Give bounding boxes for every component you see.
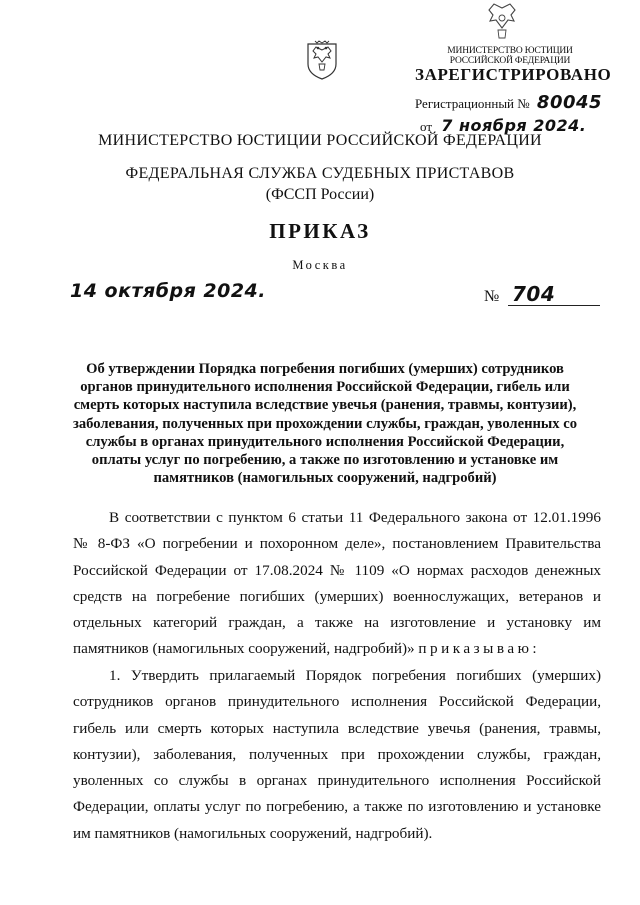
stamp-reg-label: Регистрационный № bbox=[415, 96, 530, 111]
order-heading: Об утверждении Порядка погребения погибших (умерших) сотрудников органов принудительного исполнения Российской Федерации, гибель или смерть которых наступила вследствие увечья (ранения, травмы, контузии), заболевания, полученных при прохождении службы, граждан, уволенных со службы в органах принудительного исполнения Российской Федерации, оплаты услуг по погребению, а также по изготовлению и установке им памятников (намогильных сооружений, надгробий) bbox=[72, 361, 578, 487]
stamp-reg-number: 80045 bbox=[536, 92, 603, 113]
stamp-reg-line bbox=[415, 92, 602, 113]
stamp-registered: ЗАРЕГИСТРИРОВАНО bbox=[415, 65, 612, 84]
service-abbreviation: (ФССП России) bbox=[265, 186, 375, 203]
order-number-handwritten: 704 bbox=[512, 282, 556, 306]
preamble-text: В соответствии с пунктом 6 статьи 11 Федерального закона от 12.01.1996 № 8-ФЗ «О погребении и похоронном деле», постановлением Правительства Российской Федерации от 17.08.2024 № 1109 «О нормах расходов денежных средств на погребение погибших (умерших) военнослужащих, ветеранов и отдельных категорий граждан, а также на изготовление и установку им памятников (намогильных сооружений, надгробий)» bbox=[73, 509, 601, 658]
stamp-ministry: МИНИСТЕРСТВО ЮСТИЦИИ РОССИЙСКОЙ ФЕДЕРАЦИИ bbox=[447, 46, 573, 66]
order-number-label: № bbox=[484, 288, 500, 305]
order-title: ПРИКАЗ bbox=[269, 219, 371, 243]
service-name: ФЕДЕРАЛЬНАЯ СЛУЖБА СУДЕБНЫХ ПРИСТАВОВ bbox=[125, 165, 515, 182]
paragraph-item-1: 1. Утвердить прилагаемый Порядок погребения погибших (умерших) сотрудников органов принудительного исполнения Российской Федерации, гибель или смерть которых наступила вследствие увечья (ранения, травмы, контузии), заболевания, полученных при прохождении службы, граждан, уволенных со службы в органах принудительного исполнения Российской Федерации, оплаты услуг по погребению, а также по изготовлению и установке им памятников (намогильных сооружений, надгробий). bbox=[73, 667, 601, 842]
city-name: Москва bbox=[292, 258, 348, 272]
decree-word: приказываю: bbox=[418, 640, 541, 658]
coat-of-arms-emblem bbox=[304, 38, 340, 80]
stamp-emblem bbox=[480, 2, 524, 42]
stamp-date-handwritten: 7 ноября 2024. bbox=[441, 116, 587, 135]
ministry-name: МИНИСТЕРСТВО ЮСТИЦИИ РОССИЙСКОЙ ФЕДЕРАЦИИ bbox=[98, 132, 542, 149]
paragraph-preamble bbox=[73, 505, 601, 663]
order-date-handwritten: 14 октября 2024. bbox=[70, 280, 266, 302]
stamp-date-prefix: от bbox=[420, 119, 433, 134]
